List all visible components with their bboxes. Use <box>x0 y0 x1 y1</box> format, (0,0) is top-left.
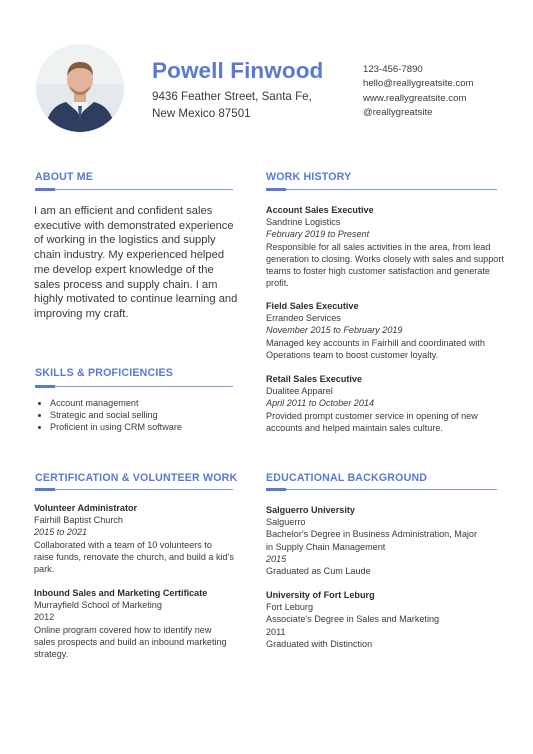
skills-list <box>34 397 182 434</box>
school-short: Fort Leburg <box>266 602 314 613</box>
job-role: Field Sales Executive <box>266 301 359 311</box>
phone: 123-456-7890 <box>363 64 423 75</box>
job-desc: Managed key accounts in Fairhill and coordinated with Operations team to boost customer loyalty. <box>266 337 485 360</box>
social-handle: @reallygreatsite <box>363 106 433 118</box>
grad-year: 2011 <box>266 626 286 637</box>
profile-photo-illustration <box>36 44 124 132</box>
cert-desc: Collaborated with a team of 10 volunteers to raise funds, renovate the church, and build a kid's park. <box>34 539 234 575</box>
job-dates: November 2015 to February 2019 <box>266 325 403 336</box>
cert-year: 2012 <box>34 612 55 623</box>
job-company: Errandeo Services <box>266 313 341 324</box>
cert-org: Fairhill Baptist Church <box>34 515 123 526</box>
profile-photo <box>36 44 124 132</box>
website: www.reallygreatsite.com <box>363 92 467 104</box>
about-text: I am an efficient and confident sales executive with demonstrated experience of working in the logistics and supply chain industry. My experienced helped me develop expert knowledge of the sales process and supply chain. I am highly motivated to continue learning and improving my craft. <box>34 205 238 320</box>
cert-title: Inbound Sales and Marketing Certificate <box>34 588 208 598</box>
cert-entry <box>34 502 234 575</box>
job-entry <box>266 204 506 289</box>
education-divider <box>266 489 497 490</box>
job-role: Retail Sales Executive <box>266 374 363 384</box>
about-divider <box>35 189 233 190</box>
grad-year: 2015 <box>266 553 287 564</box>
job-role: Account Sales Executive <box>266 205 374 215</box>
cert-entry <box>34 587 234 660</box>
work-divider <box>266 189 497 190</box>
certs-heading: CERTIFICATION & VOLUNTEER WORK <box>35 472 238 484</box>
cert-org: Murrayfield School of Marketing <box>34 600 162 611</box>
school-name: University of Fort Leburg <box>266 590 375 600</box>
education-divider-accent <box>266 488 286 491</box>
job-desc: Provided prompt customer service in opening of new accounts and helped maintain sales culture. <box>266 410 478 433</box>
job-company: Sandrine Logistics <box>266 217 341 228</box>
school-name: Salguerro University <box>266 505 355 515</box>
skill-item: • Proficient in using CRM software <box>50 421 182 433</box>
address <box>152 88 312 122</box>
cert-desc: Online program covered how to identify new sales prospects and build an inbound marketing strategy. <box>34 624 227 660</box>
skills-divider-accent <box>35 385 55 388</box>
certs-divider <box>35 489 233 490</box>
skill-item: • Account management <box>50 397 182 409</box>
email: hello@reallygreatsite.com <box>363 78 474 90</box>
education-entry <box>266 504 481 577</box>
job-company: Dualitee Apparel <box>266 386 333 397</box>
education-entry <box>266 589 481 650</box>
certs-divider-accent <box>35 488 55 491</box>
degree: Bachelor's Degree in Business Administration, Major in Supply Chain Management <box>266 529 477 552</box>
work-divider-accent <box>266 188 286 191</box>
job-entry <box>266 300 506 361</box>
about-divider-accent <box>35 188 55 191</box>
cert-title: Volunteer Administrator <box>34 503 138 513</box>
work-heading: WORK HISTORY <box>266 171 352 183</box>
education-heading: EDUCATIONAL BACKGROUND <box>266 472 428 484</box>
skills-divider <box>35 386 233 387</box>
skills-heading: SKILLS & PROFICIENCIES <box>35 367 174 379</box>
address-line-2: New Mexico 87501 <box>152 107 251 120</box>
job-desc: Responsible for all sales activities in the area, from lead generation to closing. Works closely with sales and support teams to foster high customer satisfaction and generate profit. <box>266 241 504 289</box>
school-short: Salguerro <box>266 517 306 528</box>
honors: Graduated as Cum Laude <box>266 566 371 577</box>
address-line-1: 9436 Feather Street, Santa Fe, <box>152 90 312 103</box>
candidate-name: Powell Finwood <box>152 58 324 83</box>
contact-info <box>363 63 474 120</box>
job-dates: April 2011 to October 2014 <box>266 398 375 409</box>
job-entry <box>266 373 506 434</box>
about-heading: ABOUT ME <box>35 171 94 183</box>
cert-dates: 2015 to 2021 <box>34 527 88 538</box>
degree: Associate's Degree in Sales and Marketing <box>266 614 440 625</box>
honors: Graduated with Distinction <box>266 638 373 649</box>
job-dates: February 2019 to Present <box>266 229 370 240</box>
skill-item: • Strategic and social selling <box>50 409 182 421</box>
